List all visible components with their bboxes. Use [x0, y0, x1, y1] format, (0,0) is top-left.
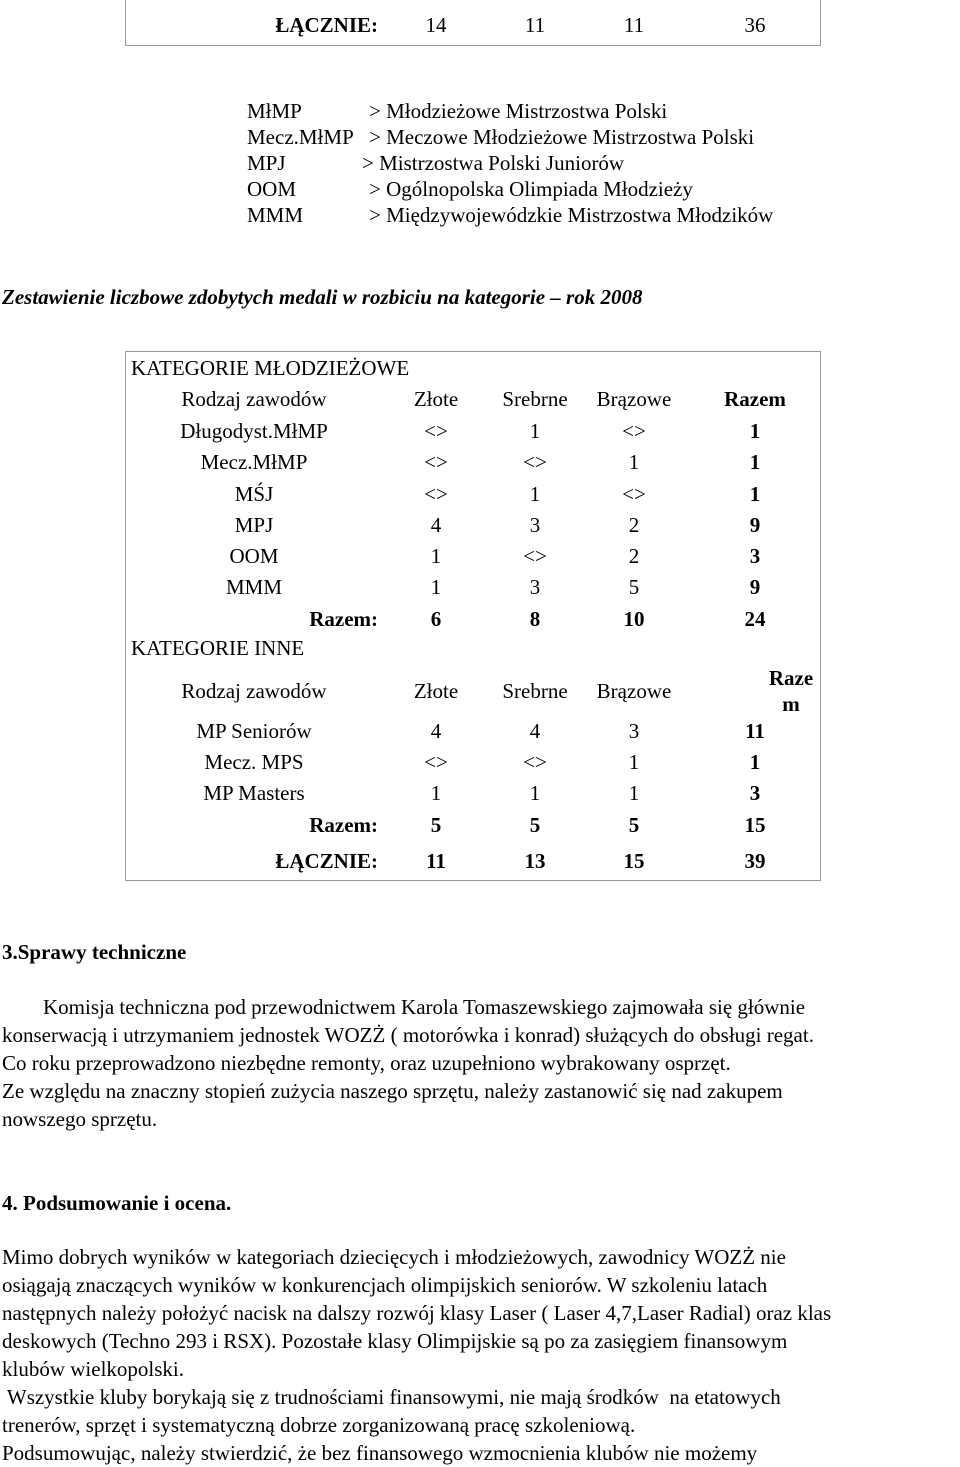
abbr-term: MłMP — [247, 99, 302, 123]
grand-total-bronze: 15 — [623, 849, 645, 873]
row-gold: 1 — [430, 544, 442, 568]
row-total: 3 — [749, 781, 761, 805]
grand-total-gold: 11 — [426, 849, 446, 873]
header-total-line1: Raze — [768, 666, 814, 690]
paragraph-line: trenerów, sprzęt i systematyczną dobrze zorganizowaną pracę szkoleniową. — [2, 1413, 636, 1437]
sum-gold: 6 — [430, 607, 442, 631]
paragraph-line: Komisja techniczna pod przewodnictwem Karola Tomaszewskiego zajmowała się głównie — [43, 995, 806, 1019]
row-name: MPJ — [234, 513, 274, 537]
row-name: Długodyst.MłMP — [180, 419, 328, 443]
paragraph-line: konserwacją i utrzymaniem jednostek WOZŻ ( motorówka i konrad) służących do obsługi regat. — [2, 1023, 814, 1047]
row-silver: 3 — [529, 575, 541, 599]
row-name: Mecz.MłMP — [200, 450, 308, 474]
section-4-heading: 4. Podsumowanie i ocena. — [2, 1191, 232, 1215]
row-gold: <> — [424, 750, 448, 774]
grand-total-label: ŁĄCZNIE: — [275, 849, 378, 873]
sum-label: Razem: — [309, 607, 378, 631]
row-silver: 3 — [529, 513, 541, 537]
row-bronze: 2 — [628, 544, 640, 568]
sum-total: 24 — [744, 607, 766, 631]
header-total: Razem — [724, 387, 786, 411]
section-title: Zestawienie liczbowe zdobytych medali w rozbiciu na kategorie – rok 2008 — [2, 285, 643, 309]
row-silver: 1 — [529, 419, 541, 443]
row-bronze: 1 — [628, 781, 640, 805]
row-silver: 1 — [529, 482, 541, 506]
sum-silver: 5 — [529, 813, 541, 837]
abbr-desc: > Międzywojewódzkie Mistrzostwa Młodzików — [369, 203, 774, 227]
category-youth-title: KATEGORIE MŁODZIEŻOWE — [131, 356, 410, 380]
row-bronze: 3 — [628, 719, 640, 743]
header-gold: Złote — [413, 679, 459, 703]
row-gold: <> — [424, 419, 448, 443]
row-total: 1 — [749, 419, 761, 443]
row-name: MP Seniorów — [196, 719, 312, 743]
section-3-text — [2, 993, 958, 1133]
header-gold: Złote — [413, 387, 459, 411]
paragraph-line: Co roku przeprowadzono niezbędne remonty, oraz uzupełniono wybrakowany osprzęt. — [2, 1051, 731, 1075]
top-total-sum: 36 — [744, 13, 766, 37]
header-type: Rodzaj zawodów — [181, 679, 327, 703]
abbr-term: OOM — [247, 177, 297, 201]
row-gold: 1 — [430, 575, 442, 599]
row-gold: <> — [424, 450, 448, 474]
top-total-label: ŁĄCZNIE: — [275, 13, 378, 37]
abbr-term: Mecz.MłMP — [247, 125, 354, 149]
section-4-text — [2, 1243, 958, 1467]
row-total: 9 — [749, 513, 761, 537]
category-other-title: KATEGORIE INNE — [131, 636, 305, 660]
abbr-term: MPJ — [247, 151, 286, 175]
row-name: MŚJ — [234, 482, 274, 506]
paragraph-line: Podsumowując, należy stwierdzić, że bez finansowego wzmocnienia klubów nie możemy — [2, 1441, 758, 1465]
paragraph-line: Wszystkie kluby borykają się z trudnościami finansowymi, nie mają środków na etatowych — [2, 1385, 781, 1409]
top-total-bronze: 11 — [623, 13, 645, 37]
abbr-desc: > Mistrzostwa Polski Juniorów — [362, 151, 625, 175]
abbr-desc: > Ogólnopolska Olimpiada Młodzieży — [369, 177, 693, 201]
sum-label: Razem: — [309, 813, 378, 837]
row-silver: 1 — [529, 781, 541, 805]
sum-gold: 5 — [430, 813, 442, 837]
sum-total: 15 — [744, 813, 766, 837]
row-silver: <> — [523, 750, 547, 774]
grand-total-silver: 13 — [524, 849, 546, 873]
row-bronze: 1 — [628, 450, 640, 474]
row-total: 3 — [749, 544, 761, 568]
header-silver: Srebrne — [502, 679, 568, 703]
paragraph-line: nowszego sprzętu. — [2, 1107, 158, 1131]
row-bronze: 5 — [628, 575, 640, 599]
header-total-line2: m — [782, 692, 800, 716]
paragraph-line: osiągają znaczących wyników w konkurencjach olimpijskich seniorów. W szkoleniu latach — [2, 1273, 768, 1297]
row-gold: 4 — [430, 719, 442, 743]
header-type: Rodzaj zawodów — [181, 387, 327, 411]
paragraph-line: Mimo dobrych wyników w kategoriach dziecięcych i młodzieżowych, zawodnicy WOZŻ nie — [2, 1245, 786, 1269]
row-name: Mecz. MPS — [204, 750, 304, 774]
top-total-gold: 14 — [425, 13, 447, 37]
row-bronze: <> — [622, 419, 646, 443]
row-name: OOM — [229, 544, 279, 568]
row-total: 1 — [749, 750, 761, 774]
row-gold: 1 — [430, 781, 442, 805]
section-3-heading: 3.Sprawy techniczne — [2, 940, 187, 964]
top-total-table — [125, 0, 821, 46]
row-name: MP Masters — [203, 781, 305, 805]
row-total: 1 — [749, 450, 761, 474]
row-total: 1 — [749, 482, 761, 506]
row-total: 11 — [745, 719, 765, 743]
row-silver: <> — [523, 544, 547, 568]
sum-bronze: 10 — [623, 607, 645, 631]
paragraph-line: klubów wielkopolski. — [2, 1357, 184, 1381]
paragraph-line: Ze względu na znaczny stopień zużycia naszego sprzętu, należy zastanowić się nad zakupem — [2, 1079, 783, 1103]
abbr-desc: > Meczowe Młodzieżowe Mistrzostwa Polski — [369, 125, 755, 149]
abbr-desc: > Młodzieżowe Mistrzostwa Polski — [369, 99, 668, 123]
paragraph-line: następnych należy położyć nacisk na dalszy rozwój klasy Laser ( Laser 4,7,Laser Radial) oraz klas — [2, 1301, 832, 1325]
abbr-term: MMM — [247, 203, 304, 227]
row-gold: 4 — [430, 513, 442, 537]
row-silver: 4 — [529, 719, 541, 743]
header-silver: Srebrne — [502, 387, 568, 411]
sum-bronze: 5 — [628, 813, 640, 837]
row-gold: <> — [424, 482, 448, 506]
top-total-silver: 11 — [524, 13, 546, 37]
header-bronze: Brązowe — [596, 387, 672, 411]
row-silver: <> — [523, 450, 547, 474]
row-total: 9 — [749, 575, 761, 599]
header-bronze: Brązowe — [596, 679, 672, 703]
sum-silver: 8 — [529, 607, 541, 631]
row-bronze: 2 — [628, 513, 640, 537]
row-name: MMM — [225, 575, 283, 599]
paragraph-line: deskowych (Techno 293 i RSX). Pozostałe klasy Olimpijskie są po za zasięgiem finansowym — [2, 1329, 788, 1353]
grand-total-sum: 39 — [744, 849, 766, 873]
row-bronze: 1 — [628, 750, 640, 774]
row-bronze: <> — [622, 482, 646, 506]
